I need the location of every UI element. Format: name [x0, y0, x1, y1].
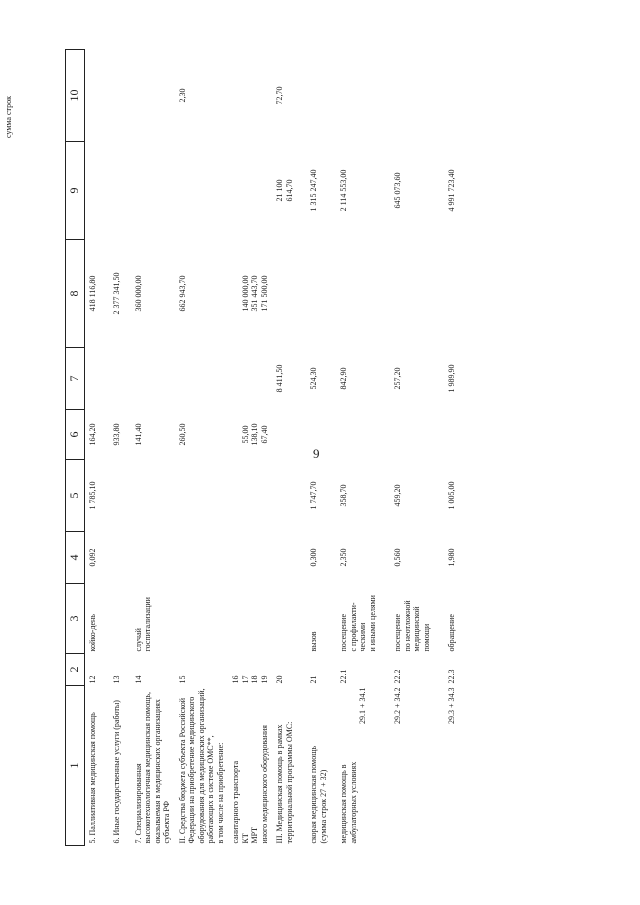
table-cell-col4: 2,350	[339, 548, 348, 567]
table-cell-col10	[336, 50, 390, 142]
table-cell-col9: 2 114 553,00	[339, 169, 348, 212]
table-cell-col9: 21 100 614,70	[275, 179, 294, 202]
rotated-table-container	[65, 50, 583, 846]
table-cell-col9: 1 315 247,40	[309, 169, 318, 212]
table-cell-col6: 55,00 138,10 67,40	[240, 423, 269, 446]
col-header: 4	[66, 532, 85, 584]
table-cell-col1: III. Медицинская помощь в рамках территориальной программы ОМС:	[275, 721, 294, 844]
table-cell-col3	[228, 584, 272, 654]
table-cell-col8: 360 000,00	[133, 275, 143, 312]
table-cell-col2: 20	[275, 675, 284, 684]
table-cell-col10: 72,70	[275, 86, 284, 105]
table-cell-col2: 12	[88, 675, 97, 684]
table-cell-col7: 842,90	[339, 367, 348, 390]
table-row	[85, 50, 109, 846]
table-row	[444, 50, 474, 846]
budget-table	[65, 49, 474, 846]
table-cell-col7	[85, 348, 109, 410]
table-row	[109, 50, 131, 846]
table-cell-col8: 418 116,80	[88, 275, 97, 312]
table-cell-col9: 4 991 723,40	[447, 169, 456, 212]
table-cell-col2: 13	[111, 675, 121, 684]
table-cell-col4: 1,980	[447, 548, 456, 567]
table-row	[228, 50, 272, 846]
table-cell-col5	[109, 460, 131, 532]
table-cell-col10	[228, 50, 272, 142]
table-cell-col2: 15	[177, 675, 187, 684]
table-cell-col5: 358,70	[339, 484, 348, 507]
table-cell-col9	[109, 142, 131, 240]
table-cell-col8: 140 000,00 351 443,70 171 500,00	[240, 275, 269, 312]
table-cell-col6	[336, 410, 390, 460]
table-cell-col3: обращение	[447, 614, 456, 652]
table-cell-col5: 1 785,10	[88, 481, 97, 510]
col-header: 6	[66, 410, 85, 460]
col-header: 1	[66, 686, 85, 846]
table-cell-col6	[306, 410, 336, 460]
table-cell-col6: 260,50	[177, 423, 187, 446]
table-cell-col1: 7. Специализированная высокотехнологичная медицинская помощь, оказываемая в медицинских организациях субъекта РФ	[133, 691, 171, 844]
col-header: 5	[66, 460, 85, 532]
table-cell-col4	[175, 532, 229, 584]
table-cell-col7	[109, 348, 131, 410]
table-cell-col10	[444, 50, 474, 142]
table-cell-col9: 645 073,60	[393, 172, 402, 209]
row-formula: 29.3 + 34.3	[447, 687, 456, 725]
table-cell-col4	[272, 532, 306, 584]
table-cell-col7: 524,30	[309, 367, 318, 390]
table-cell-col2: 21	[309, 675, 318, 684]
col-header: 7	[66, 348, 85, 410]
table-body	[85, 50, 475, 846]
table-cell-col6	[390, 410, 444, 460]
table-row	[131, 50, 175, 846]
table-cell-col6: 141,40	[133, 423, 143, 446]
table-cell-col1	[444, 686, 474, 846]
table-cell-col3: посещение по неотложной медицинской помощи	[393, 600, 431, 652]
table-row	[272, 50, 306, 846]
table-cell-col9	[228, 142, 272, 240]
table-cell-col2: 22.1	[339, 669, 348, 684]
table-cell-col10	[85, 50, 109, 142]
table-cell-col6	[272, 410, 306, 460]
table-cell-col9	[131, 142, 175, 240]
col-header: 3	[66, 584, 85, 654]
table-cell-col8	[306, 240, 336, 348]
table-cell-col3	[109, 584, 131, 654]
table-cell-col2: 22.2	[393, 669, 402, 684]
col-header: 8	[66, 240, 85, 348]
table-cell-col1: 6. Иные государственные услуги (работы)	[111, 700, 121, 844]
side-note: сумма строк	[4, 96, 13, 138]
table-cell-col3: посещение с профилакти- ческими и иными целями	[339, 595, 377, 652]
table-cell-col7	[131, 348, 175, 410]
table-cell-col4: 0,300	[309, 548, 318, 567]
table-cell-col5: 459,20	[393, 484, 402, 507]
table-cell-col1	[390, 686, 444, 846]
table-cell-col7	[228, 348, 272, 410]
table-cell-col1: санитарного транспорта КТ МРТ иного медицинского оборудования	[231, 725, 269, 844]
table-cell-col9	[85, 142, 109, 240]
table-cell-col3: койко-день	[88, 614, 97, 652]
table-cell-col4	[228, 532, 272, 584]
table-cell-col7	[175, 348, 229, 410]
table-cell-col1: 5. Паллиативная медицинская помощь	[88, 712, 97, 844]
table-cell-col5	[131, 460, 175, 532]
table-row	[390, 50, 444, 846]
table-cell-col5: 1 747,70	[309, 481, 318, 510]
table-cell-col10	[390, 50, 444, 142]
col-header: 10	[66, 50, 85, 142]
table-cell-col2: 14	[133, 675, 143, 684]
table-cell-col8	[390, 240, 444, 348]
table-cell-col10	[306, 50, 336, 142]
table-cell-col1: II. Средства бюджета субъекта Российской Федерации на приобретение медицинского оборудования для медицинских организаций, работающих в системе ОМС**, в том числе на приобретение:	[177, 688, 225, 844]
table-cell-col10	[131, 50, 175, 142]
table-cell-col6: 933,80	[111, 423, 121, 446]
table-cell-col4: 0,560	[393, 548, 402, 567]
table-cell-col1	[336, 686, 390, 846]
table-cell-col8: 662 943,70	[177, 275, 187, 312]
table-cell-col1: скорая медицинская помощь (сумма строк 27 + 32)	[309, 745, 328, 844]
header-row	[66, 50, 85, 846]
table-cell-col9	[175, 142, 229, 240]
table-cell-col4: 0,092	[88, 548, 97, 567]
col-header: 9	[66, 142, 85, 240]
table-cell-col5	[228, 460, 272, 532]
table-cell-col10: 2,30	[177, 88, 187, 103]
table-cell-col10	[109, 50, 131, 142]
table-cell-col7: 8 411,50	[275, 364, 284, 393]
table-row	[336, 50, 390, 846]
row-formula: 29.2 + 34.2	[393, 687, 402, 725]
table-row	[175, 50, 229, 846]
row-label: медицинская помощь в амбулаторных условиях	[339, 761, 358, 844]
page-number: 9	[313, 446, 320, 461]
table-cell-col7: 1 989,90	[447, 364, 456, 393]
table-cell-col6	[444, 410, 474, 460]
table-cell-col7: 257,20	[393, 367, 402, 390]
table-cell-col3	[175, 584, 229, 654]
table-cell-col3: вызов	[309, 631, 318, 652]
table-cell-col8: 2 377 341,50	[111, 272, 121, 315]
table-cell-col5	[272, 460, 306, 532]
col-header: 2	[66, 654, 85, 686]
table-cell-col4	[109, 532, 131, 584]
table-cell-col4	[131, 532, 175, 584]
table-cell-col2: 22.3	[447, 669, 456, 684]
table-cell-col8	[336, 240, 390, 348]
table-cell-col5	[175, 460, 229, 532]
table-cell-col8	[272, 240, 306, 348]
table-cell-col6: 164,20	[88, 423, 97, 446]
table-cell-col3: случай госпитализации	[133, 597, 152, 652]
table-row	[306, 50, 336, 846]
table-cell-col8	[444, 240, 474, 348]
table-cell-col5: 1 005,00	[447, 481, 456, 510]
table-cell-col3	[272, 584, 306, 654]
table-cell-col2: 16 17 18 19	[231, 675, 269, 684]
row-formula: 29.1 + 34.1	[358, 687, 367, 725]
